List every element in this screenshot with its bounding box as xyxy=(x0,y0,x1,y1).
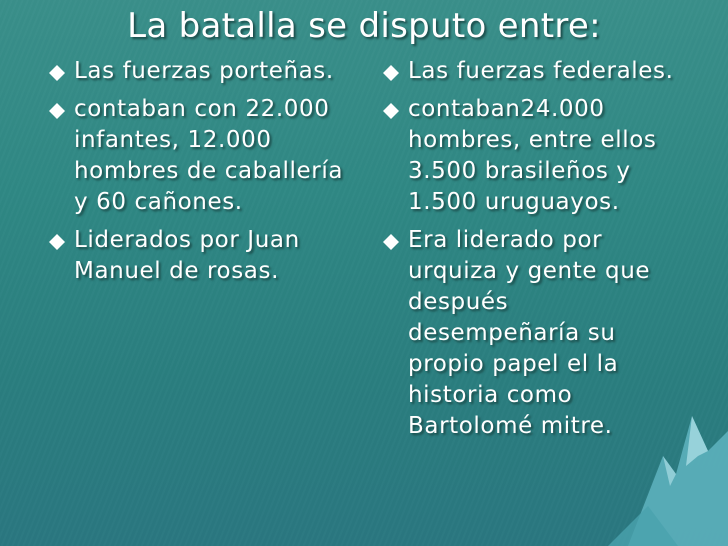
bullet-text: Las fuerzas porteñas. xyxy=(74,58,334,84)
list-item xyxy=(46,94,346,218)
list-item xyxy=(380,56,680,87)
bullet-text: contaban con 22.000 infantes, 12.000 hombres de caballería y 60 cañones. xyxy=(74,96,344,215)
list-item xyxy=(380,225,680,442)
bullet-text: Era liderado por urquiza y gente que después desempeñaría su propio papel el la historia como Bartolomé mitre. xyxy=(408,227,651,439)
diamond-bullet-icon xyxy=(380,231,402,253)
bullet-text: contaban24.000 hombres, entre ellos 3.500 brasileños y 1.500 uruguayos. xyxy=(408,96,657,215)
diamond-bullet-icon xyxy=(46,231,68,253)
list-item xyxy=(46,225,346,287)
diamond-bullet-icon xyxy=(46,62,68,84)
diamond-bullet-icon xyxy=(46,100,68,122)
diamond-bullet-icon xyxy=(380,100,402,122)
list-item xyxy=(46,56,346,87)
bullet-text: Liderados por Juan Manuel de rosas. xyxy=(74,227,300,284)
list-item xyxy=(380,94,680,218)
bullet-text: Las fuerzas federales. xyxy=(408,58,674,84)
left-column xyxy=(46,56,346,294)
right-column xyxy=(380,56,680,449)
slide-title: La batalla se disputo entre: xyxy=(127,6,601,46)
diamond-bullet-icon xyxy=(380,62,402,84)
